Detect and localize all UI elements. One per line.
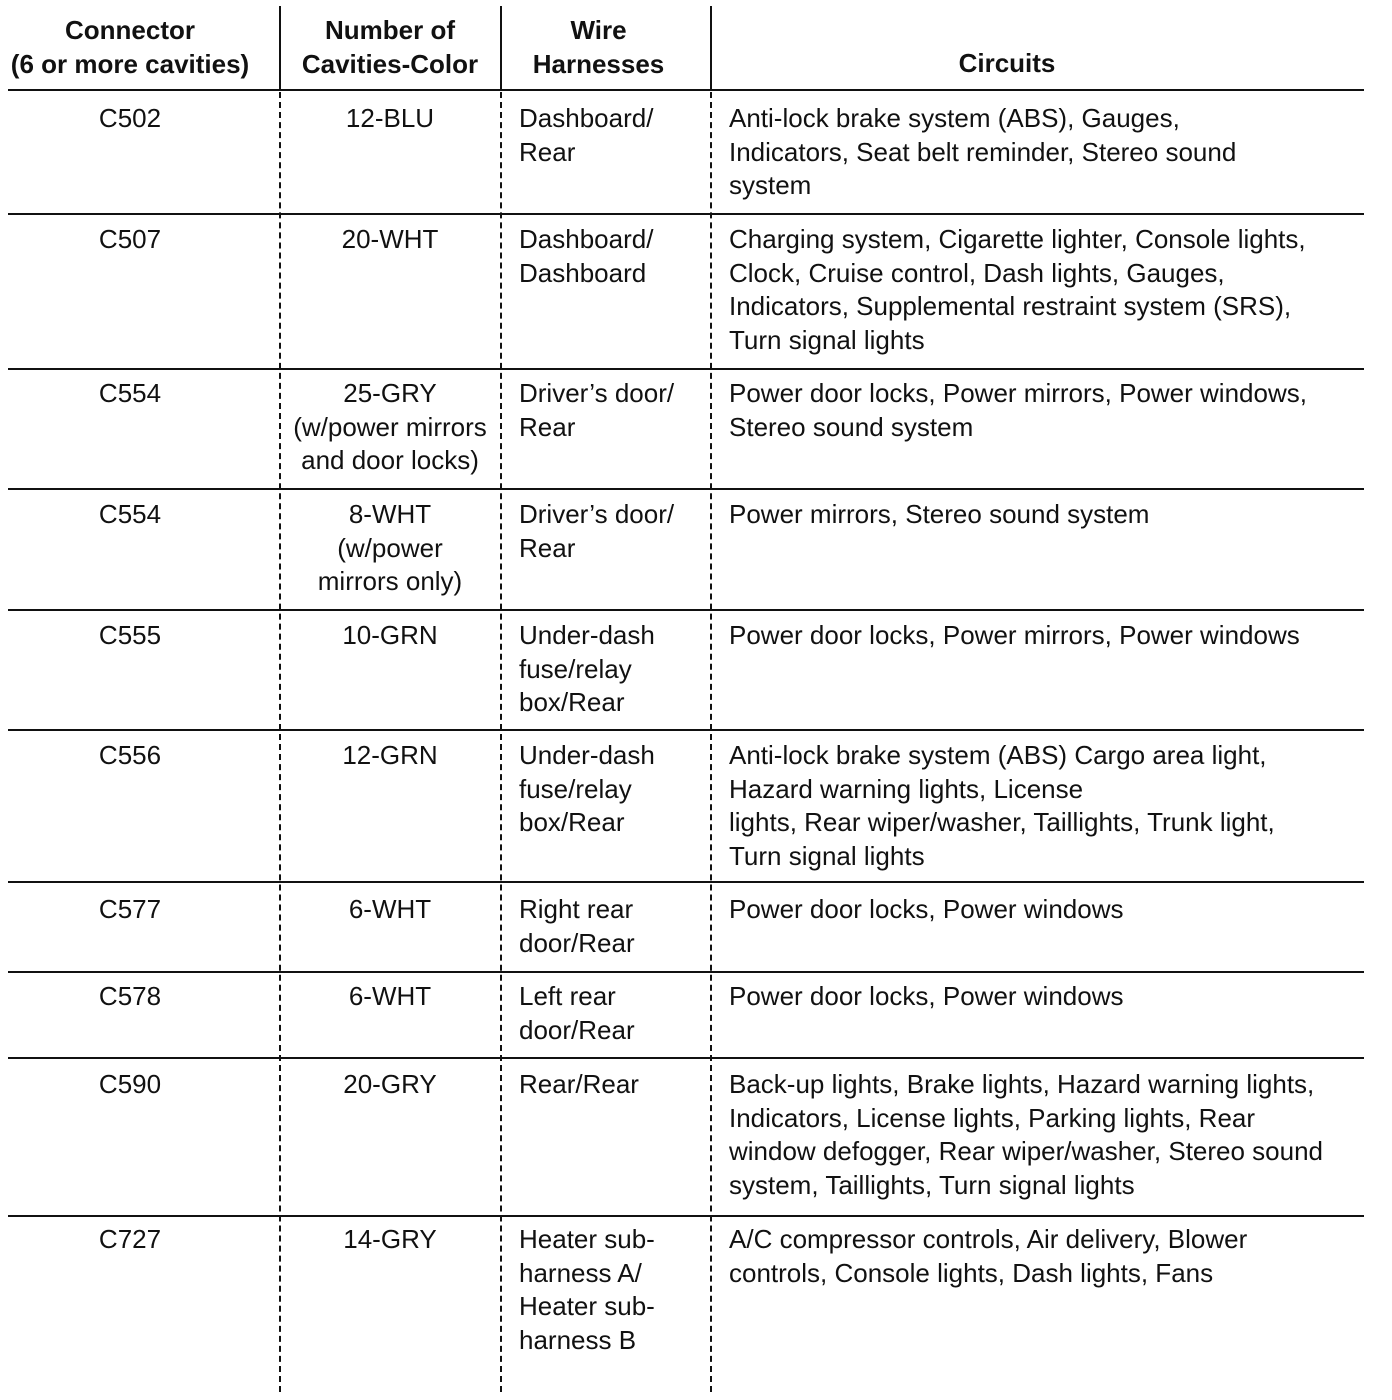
header-harnesses-line-2: Harnesses <box>532 48 665 79</box>
connector-id: C578 <box>98 981 162 1011</box>
row-rule <box>8 368 1364 370</box>
circuits-line: Anti-lock brake system (ABS) Cargo area light, <box>729 740 1267 770</box>
harness-line: Under-dash <box>519 740 655 770</box>
harness-line: Driver’s door/ <box>519 378 675 408</box>
harness-cell <box>519 980 635 1047</box>
harness-line: Under-dash <box>519 620 655 650</box>
header-connector-line-1: Connector <box>65 15 195 45</box>
circuits-line: Power door locks, Power mirrors, Power windows <box>729 620 1300 650</box>
harness-line: Dashboard <box>519 257 647 288</box>
circuits-line: Power mirrors, Stereo sound system <box>729 499 1150 529</box>
header-cavities-line-2: Cavities-Color <box>301 48 479 79</box>
circuits-line: Indicators, Supplemental restraint system (SRS), <box>729 291 1292 321</box>
cavities-line: 12-GRN <box>342 740 438 770</box>
circuits-cell <box>729 893 1124 927</box>
harness-cell <box>519 1068 639 1102</box>
harness-line: fuse/relay <box>519 653 632 684</box>
harness-cell <box>519 377 674 444</box>
harness-line: Right rear <box>519 894 634 924</box>
circuits-line: Stereo sound system <box>729 411 974 442</box>
cavities-cell <box>281 893 499 927</box>
cavities-line: 20-WHT <box>341 224 439 254</box>
harness-cell <box>519 102 653 169</box>
circuits-line: Power door locks, Power windows <box>729 981 1124 1011</box>
circuits-line: system <box>729 170 812 200</box>
circuits-line: Clock, Cruise control, Dash lights, Gauges, <box>729 257 1225 288</box>
circuits-line: Hazard warning lights, License <box>729 773 1084 804</box>
cavities-cell <box>281 1068 499 1102</box>
row-rule <box>8 609 1364 611</box>
header-circuits <box>712 47 1302 81</box>
header-cavities-line-1: Number of <box>325 15 455 45</box>
header-circuits-line-1: Circuits <box>958 48 1056 78</box>
connector-id: C555 <box>98 620 162 650</box>
harness-cell <box>519 498 674 565</box>
cavities-cell <box>281 498 499 599</box>
row-rule <box>8 729 1364 731</box>
header-cavities <box>281 14 499 81</box>
circuits-cell <box>729 223 1306 357</box>
header-harnesses <box>502 14 695 81</box>
cavities-line: 10-GRN <box>342 620 438 650</box>
harness-line: Driver’s door/ <box>519 499 675 529</box>
circuits-cell <box>729 102 1236 203</box>
harness-line: Left rear <box>519 981 616 1011</box>
connector-cell <box>0 223 260 257</box>
harness-line: Rear/Rear <box>519 1069 639 1099</box>
harness-line: door/Rear <box>519 1014 635 1045</box>
harness-cell <box>519 739 655 840</box>
harness-line: harness B <box>519 1324 637 1355</box>
connector-cell <box>0 102 260 136</box>
column-separator-2 <box>500 92 502 1392</box>
circuits-cell <box>729 1223 1247 1290</box>
cavities-line: 12-BLU <box>345 103 435 133</box>
circuits-line: Indicators, Seat belt reminder, Stereo sound <box>729 136 1237 167</box>
cavities-line: 20-GRY <box>343 1069 437 1099</box>
connector-id: C554 <box>98 378 162 408</box>
connector-cell <box>0 1068 260 1102</box>
connector-id: C556 <box>98 740 162 770</box>
cavities-line: 8-WHT <box>348 499 432 529</box>
header-connector-line-2: (6 or more cavities) <box>10 48 250 79</box>
connector-id: C577 <box>98 894 162 924</box>
row-rule <box>8 1215 1364 1217</box>
header-connector <box>0 14 260 81</box>
cavities-line: 14-GRY <box>343 1224 437 1254</box>
harness-line: door/Rear <box>519 927 635 958</box>
circuits-line: window defogger, Rear wiper/washer, Stereo sound <box>729 1136 1324 1166</box>
harness-line: Dashboard/ <box>519 103 654 133</box>
harness-cell <box>519 1223 655 1357</box>
connector-cell <box>0 893 260 927</box>
connector-id: C502 <box>98 103 162 133</box>
header-harnesses-line-1: Wire <box>570 15 627 45</box>
circuits-line: controls, Console lights, Dash lights, Fans <box>729 1257 1214 1288</box>
circuits-line: Turn signal lights <box>729 840 925 871</box>
circuits-cell <box>729 1068 1323 1202</box>
harness-line: fuse/relay <box>519 773 632 804</box>
header-rule <box>8 89 1364 91</box>
cavities-cell <box>281 102 499 136</box>
circuits-cell <box>729 377 1307 444</box>
circuits-cell <box>729 619 1300 653</box>
harness-line: Dashboard/ <box>519 224 654 254</box>
connector-id: C554 <box>98 499 162 529</box>
header-separator-2 <box>500 6 502 90</box>
cavities-line: and door locks) <box>301 445 479 475</box>
circuits-cell <box>729 498 1149 532</box>
cavities-cell <box>281 980 499 1014</box>
row-rule <box>8 1057 1364 1059</box>
harness-line: box/Rear <box>519 687 625 717</box>
connector-cell <box>0 498 260 532</box>
harness-line: Rear <box>519 136 576 167</box>
circuits-line: Power door locks, Power mirrors, Power windows, <box>729 378 1307 408</box>
cavities-cell <box>281 377 499 478</box>
circuits-line: Power door locks, Power windows <box>729 894 1124 924</box>
cavities-line: 6-WHT <box>348 894 432 924</box>
circuits-line: A/C compressor controls, Air delivery, Blower <box>729 1224 1248 1254</box>
circuits-line: Back-up lights, Brake lights, Hazard warning lights, <box>729 1069 1315 1099</box>
circuits-line: Indicators, License lights, Parking lights, Rear <box>729 1102 1256 1133</box>
connector-cell <box>0 619 260 653</box>
circuits-line: lights, Rear wiper/washer, Taillights, Trunk light, <box>729 807 1275 837</box>
connector-id: C727 <box>98 1224 162 1254</box>
cavities-line: (w/power <box>337 532 443 563</box>
harness-cell <box>519 223 653 290</box>
harness-line: Rear <box>519 532 576 563</box>
cavities-cell <box>281 739 499 773</box>
cavities-line: 25-GRY <box>343 378 437 408</box>
harness-line: Rear <box>519 411 576 442</box>
cavities-line: (w/power mirrors <box>293 411 487 442</box>
row-rule <box>8 971 1364 973</box>
connector-id: C507 <box>98 224 162 254</box>
header-separator-3 <box>710 6 712 90</box>
harness-line: box/Rear <box>519 807 625 837</box>
circuits-cell <box>729 980 1124 1014</box>
harness-line: Heater sub- <box>519 1224 655 1254</box>
row-rule <box>8 881 1364 883</box>
cavities-line: 6-WHT <box>348 981 432 1011</box>
connector-cell <box>0 980 260 1014</box>
row-rule <box>8 488 1364 490</box>
connector-cell <box>0 1223 260 1257</box>
harness-line: harness A/ <box>519 1257 642 1288</box>
circuits-line: Anti-lock brake system (ABS), Gauges, <box>729 103 1180 133</box>
connector-id: C590 <box>98 1069 162 1099</box>
connector-cell <box>0 377 260 411</box>
header-separator-1 <box>279 6 281 90</box>
harness-cell <box>519 619 655 720</box>
cavities-cell <box>281 223 499 257</box>
row-rule <box>8 213 1364 215</box>
harness-cell <box>519 893 635 960</box>
column-separator-3 <box>710 92 712 1392</box>
connector-cell <box>0 739 260 773</box>
cavities-line: mirrors only) <box>317 566 463 596</box>
circuits-line: system, Taillights, Turn signal lights <box>729 1169 1135 1200</box>
circuits-line: Charging system, Cigarette lighter, Console lights, <box>729 224 1306 254</box>
cavities-cell <box>281 619 499 653</box>
harness-line: Heater sub- <box>519 1291 655 1321</box>
cavities-cell <box>281 1223 499 1257</box>
circuits-cell <box>729 739 1275 873</box>
circuits-line: Turn signal lights <box>729 324 925 355</box>
